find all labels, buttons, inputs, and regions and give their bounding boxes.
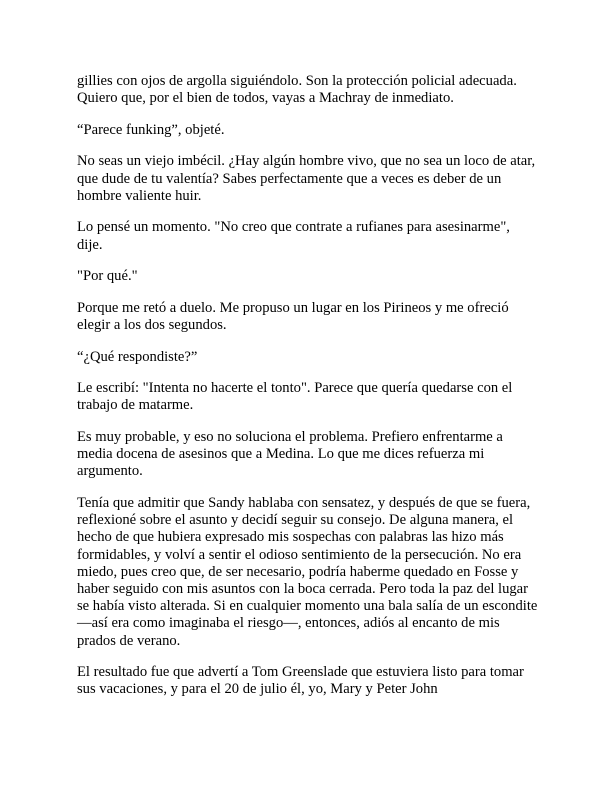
paragraph: Tenía que admitir que Sandy hablaba con sensatez, y después de que se fuera, reflexioné sobre el asunto y decidí seguir su consejo. De alguna manera, el hecho de que hubiera expresado mis sospechas con palabras las hizo más formidables, y volví a sentir el odioso sentimiento de la persecución. No era miedo, pues creo que, de ser necesario, podría haberme quedado en Fosse y haber seguido con mis asuntos con la boca cerrada. Pero toda la paz del lugar se había visto alterada. Si en cualquier momento una bala salía de un escondite —así era como imaginaba el riesgo—, entonces, adiós al encanto de mis prados de verano. <box>77 494 538 649</box>
paragraph: El resultado fue que advertí a Tom Greenslade que estuviera listo para tomar sus vacaciones, y para el 20 de julio él, yo, Mary y Peter John <box>77 664 524 698</box>
paragraph: “¿Qué respondiste?” <box>77 348 198 365</box>
paragraph: Le escribí: "Intenta no hacerte el tonto". Parece que quería quedarse con el trabajo de matarme. <box>77 380 513 414</box>
paragraph: Porque me retó a duelo. Me propuso un lugar en los Pirineos y me ofreció elegir a los dos segundos. <box>77 299 509 333</box>
paragraph: Es muy probable, y eso no soluciona el problema. Prefiero enfrentarme a media docena de asesinos que a Medina. Lo que me dices refuerza mi argumento. <box>77 428 503 480</box>
paragraph: gillies con ojos de argolla siguiéndolo. Son la protección policial adecuada. Quiero que, por el bien de todos, vayas a Machray de inmediato. <box>77 73 517 107</box>
paragraph: "Por qué." <box>77 268 138 285</box>
body-text <box>77 73 539 699</box>
paragraph: No seas un viejo imbécil. ¿Hay algún hombre vivo, que no sea un loco de atar, que dude de tu valentía? Sabes perfectamente que a veces es deber de un hombre valiente huir. <box>77 153 536 204</box>
paragraph: Lo pensé un momento. "No creo que contrate a rufianes para asesinarme", dije. <box>77 219 510 253</box>
paragraph: “Parece funking”, objeté. <box>77 121 225 138</box>
